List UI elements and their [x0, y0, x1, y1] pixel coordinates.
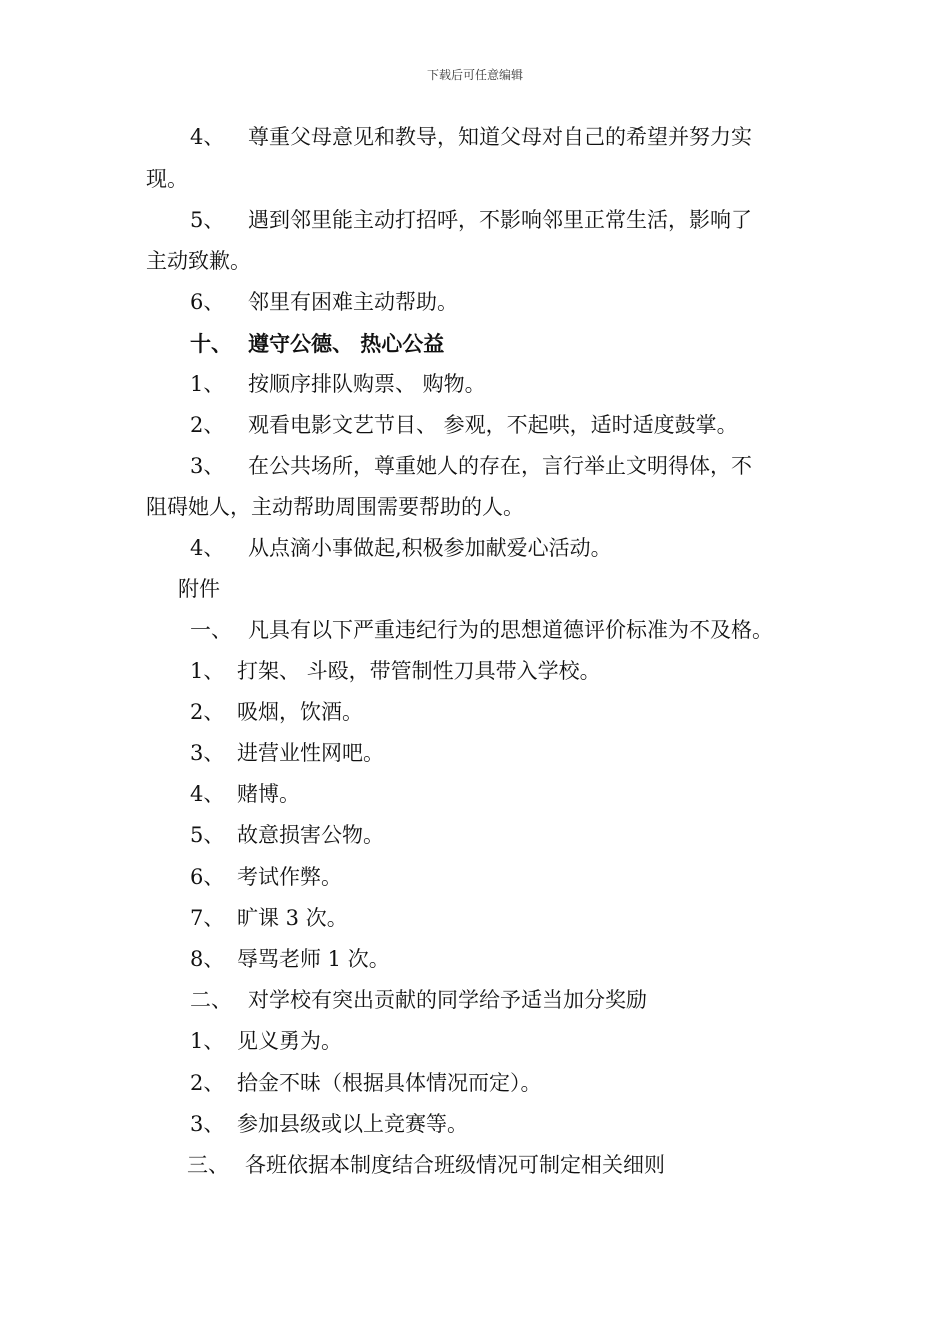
section-heading: [190, 333, 444, 354]
item-text: 邻里有困难主动帮助。: [248, 290, 458, 314]
list-item: [190, 702, 363, 723]
list-item: [190, 538, 612, 559]
item-number: 4、: [190, 782, 225, 806]
item-number: 8、: [190, 947, 225, 971]
section-title: 各班依据本制度结合班级情况可制定相关细则: [245, 1153, 665, 1177]
item-text: 现。: [146, 167, 188, 191]
item-text: 观看电影文艺节目、 参观，不起哄，适时适度鼓掌。: [248, 413, 738, 437]
item-text: 主动致歉。: [146, 249, 251, 273]
list-item: [190, 949, 390, 970]
item-number: 4、: [190, 536, 225, 560]
item-text: 辱骂老师 1 次。: [237, 947, 390, 971]
section-number: 一、: [190, 618, 232, 642]
list-item: [190, 292, 458, 313]
item-text: 阻碍她人，主动帮助周围需要帮助的人。: [146, 495, 524, 519]
list-item: [190, 1031, 342, 1052]
list-item: [190, 784, 300, 805]
item-text: 拾金不昧（根据具体情况而定）。: [237, 1071, 542, 1095]
item-text: 见义勇为。: [237, 1029, 342, 1053]
section-title: 对学校有突出贡献的同学给予适当加分奖励: [248, 988, 647, 1012]
list-item: [190, 825, 384, 846]
list-item: [190, 210, 752, 231]
section-number: 二、: [190, 988, 232, 1012]
item-number: 6、: [190, 290, 225, 314]
item-text: 尊重父母意见和教导，知道父母对自己的希望并努力实: [248, 125, 752, 149]
section-heading: [190, 990, 647, 1011]
item-number: 7、: [190, 906, 225, 930]
item-text: 吸烟，饮酒。: [237, 700, 363, 724]
item-number: 2、: [190, 413, 225, 437]
item-number: 4、: [190, 125, 225, 149]
item-number: 2、: [190, 1071, 225, 1095]
list-item: [190, 1073, 542, 1094]
item-text: 从点滴小事做起,积极参加献爱心活动。: [248, 536, 612, 560]
list-item: [190, 1114, 468, 1135]
item-text: 赌博。: [237, 782, 300, 806]
item-number: 3、: [190, 741, 225, 765]
list-item-continuation: [146, 251, 251, 272]
section-heading: [190, 620, 773, 641]
item-number: 2、: [190, 700, 225, 724]
item-number: 1、: [190, 1029, 225, 1053]
list-item: [190, 127, 752, 148]
item-text: 遇到邻里能主动打招呼，不影响邻里正常生活，影响了: [248, 208, 752, 232]
item-text: 故意损害公物。: [237, 823, 384, 847]
section-title: 遵守公德、 热心公益: [248, 331, 445, 356]
item-number: 5、: [190, 208, 225, 232]
list-item: [190, 415, 738, 436]
list-item: [190, 867, 342, 888]
item-number: 6、: [190, 865, 225, 889]
item-text: 按顺序排队购票、 购物。: [248, 372, 486, 396]
list-item: [190, 743, 384, 764]
section-heading: [187, 1155, 665, 1176]
list-item: [190, 456, 752, 477]
list-item: [190, 374, 486, 395]
appendix-heading: [178, 579, 220, 600]
item-text: 旷课 3 次。: [237, 906, 348, 930]
list-item-continuation: [146, 497, 524, 518]
section-title: 凡具有以下严重违纪行为的思想道德评价标准为不及格。: [248, 618, 773, 642]
list-item: [190, 908, 348, 929]
item-number: 1、: [190, 659, 225, 683]
item-text: 在公共场所，尊重她人的存在，言行举止文明得体，不: [248, 454, 752, 478]
item-number: 1、: [190, 372, 225, 396]
appendix-title: 附件: [178, 577, 220, 601]
item-number: 3、: [190, 454, 225, 478]
page-header: 下载后可任意编辑: [426, 68, 523, 82]
list-item: [190, 661, 601, 682]
item-number: 5、: [190, 823, 225, 847]
item-text: 进营业性网吧。: [237, 741, 384, 765]
item-number: 3、: [190, 1112, 225, 1136]
item-text: 考试作弊。: [237, 865, 342, 889]
item-text: 参加县级或以上竞赛等。: [237, 1112, 468, 1136]
section-number: 三、: [187, 1153, 229, 1177]
section-number: 十、: [190, 331, 232, 356]
list-item-continuation: [146, 169, 188, 190]
item-text: 打架、 斗殴，带管制性刀具带入学校。: [237, 659, 601, 683]
